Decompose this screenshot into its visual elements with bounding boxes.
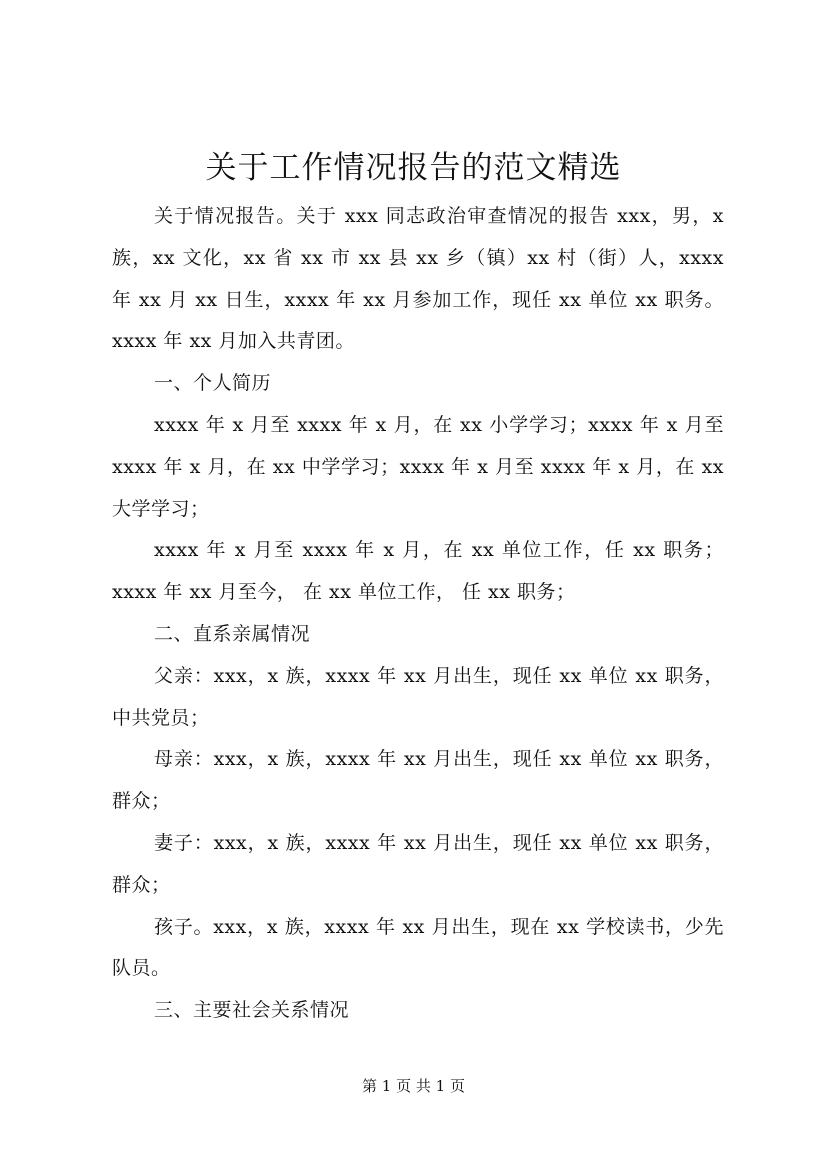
paragraph-education: xxxx 年 x 月至 xxxx 年 x 月，在 xx 小学学习；xxxx 年 x 月至 xxxx 年 x 月，在 xx 中学学习；xxxx 年 x 月至 xxxx 年 x 月，在 xx 大学学习； xyxy=(112,413,724,520)
document-body xyxy=(112,196,724,1032)
paragraph-father: 父亲：xxx，x 族，xxxx 年 xx 月出生，现任 xx 单位 xx 职务，中共党员； xyxy=(112,664,724,729)
section-heading-family: 二、直系亲属情况 xyxy=(154,622,311,645)
paragraph-wife: 妻子：xxx，x 族，xxxx 年 xx 月出生，现任 xx 单位 xx 职务，群众； xyxy=(112,831,724,896)
section-heading-social: 三、主要社会关系情况 xyxy=(154,999,350,1022)
section-heading-resume: 一、个人简历 xyxy=(154,372,272,395)
paragraph-work: xxxx 年 x 月至 xxxx 年 x 月，在 xx 单位工作，任 xx 职务；xxxx 年 xx 月至今， 在 xx 单位工作， 任 xx 职务； xyxy=(112,539,724,604)
paragraph-mother: 母亲：xxx，x 族，xxxx 年 xx 月出生，现任 xx 单位 xx 职务，群众； xyxy=(112,748,724,813)
paragraph-intro: 关于情况报告。关于 xxx 同志政治审查情况的报告 xxx，男，x 族，xx 文化，xx 省 xx 市 xx 县 xx 乡（镇）xx 村（街）人，xxxx 年 xx 月 xx 日生，xxxx 年 xx 月参加工作，现任 xx 单位 xx 职务。xxxx 年 xx 月加入共青团。 xyxy=(112,205,724,353)
paragraph-child: 孩子。xxx，x 族，xxxx 年 xx 月出生，现在 xx 学校读书，少先队员。 xyxy=(112,915,724,980)
page-title: 关于工作情况报告的范文精选 xyxy=(205,150,622,186)
page-footer: 第 1 页 共 1 页 xyxy=(362,1077,465,1095)
